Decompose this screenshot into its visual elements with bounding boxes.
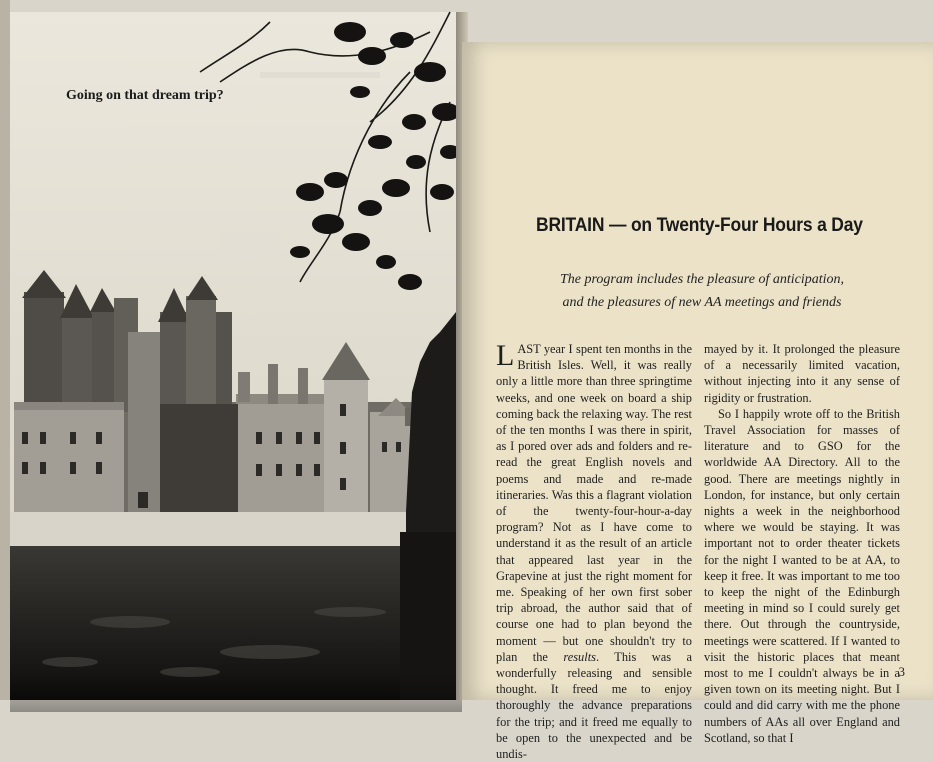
right-page <box>462 42 933 762</box>
paragraph-text: AST year I spent ten months in the British Isles. Well, it was really only a little more than three springtime weeks, and one week on board a ship coming back the relaxing way. The rest of the ten months I was there in spirit, as I pored over ads and folders and re-read the great English novels and poems and made and re-made itineraries. Was this a flagrant violation of the twenty-four-hour-a-day program? Not as I have come to understand it as the result of an article that appeared last year in the Grapevine at just the right moment for me. Speaking of her own first sober trip abroad, the author said that of course one had to plan beyond the moment — but one shouldn't try to plan the <box>496 342 692 664</box>
left-page <box>10 12 462 700</box>
article-headline: BRITAIN — on Twenty-Four Hours a Day <box>536 215 863 236</box>
page-shadow <box>10 672 462 712</box>
emphasis-text: results <box>563 649 596 664</box>
left-page-title: Going on that dream trip? <box>66 88 224 103</box>
book-edge <box>0 0 10 700</box>
page-number: 3 <box>898 664 905 679</box>
drop-cap: L <box>496 339 515 372</box>
article-paragraph: So I happily wrote off to the British Travel Association for masses of literature and to GSO for the worldwide AA Directory. All to the good. There are meetings nightly in London, for instance, but only certain nights a week in the neighborhood where we would be staying. It was important not to order theater tickets for the night I wanted to be at AA, to keep it free. It was important to me too to keep the night of the Edinburgh meeting in mind so I could surely get there. Out through the countryside, meetings were scattered. If I wanted to visit the historic places that meant most to me I couldn't always be in a given town on its meeting night. But I could and did carry with me the phone numbers of AAs all over England and Scotland, so that I <box>704 406 900 745</box>
paragraph-text-continued: . This was a wonderfully releasing and sensible thought. It freed me to enjoy thoroughly the advance preparations for the trip; and it freed me equally to be open to the unexpected and be undis- <box>496 649 692 762</box>
subtitle-line-1: The program includes the pleasure of anticipation, <box>560 272 844 287</box>
castle-photograph <box>10 12 462 700</box>
article-paragraph <box>496 341 692 762</box>
subtitle-line-2: and the pleasures of new AA meetings and friends <box>562 295 842 310</box>
article-subtitle <box>502 268 902 314</box>
article-column-left <box>496 341 692 762</box>
article-column-right <box>704 341 900 746</box>
article-paragraph: mayed by it. It prolonged the pleasure of a necessarily limited vacation, without injecting into it any sense of rigidity or frustration. <box>704 342 900 405</box>
